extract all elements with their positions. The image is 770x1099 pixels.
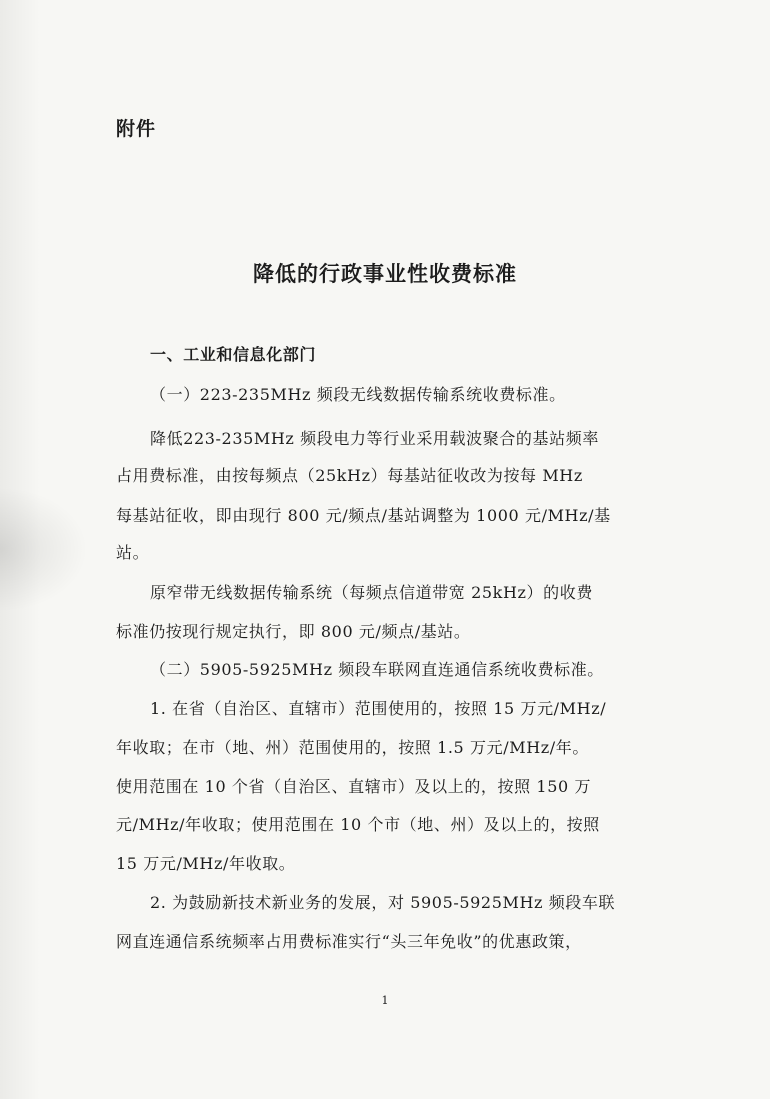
paragraph-line: 降低223-235MHz 频段电力等行业采用载波聚合的基站频率	[150, 429, 599, 448]
document-title: 降低的行政事业性收费标准	[253, 261, 517, 286]
paragraph-line: 年收取；在市（地、州）范围使用的，按照 1.5 万元/MHz/年。	[116, 738, 589, 757]
paragraph-line: 网直连通信系统频率占用费标准实行“头三年免收”的优惠政策，	[116, 932, 582, 951]
paragraph-line: 使用范围在 10 个省（自治区、直辖市）及以上的，按照 150 万	[116, 777, 592, 796]
paragraph-line: 每基站征收，即由现行 800 元/频点/基站调整为 1000 元/MHz/基	[116, 506, 611, 525]
paragraph-line: 元/MHz/年收取；使用范围在 10 个市（地、州）及以上的，按照	[116, 815, 600, 834]
section-heading: 一、工业和信息化部门	[150, 345, 317, 364]
subsection-heading: （一）223-235MHz 频段无线数据传输系统收费标准。	[150, 385, 566, 404]
page-number: 1	[381, 994, 389, 1007]
subsection-heading: （二）5905-5925MHz 频段车联网直连通信系统收费标准。	[150, 660, 604, 679]
paragraph-line: 1. 在省（自治区、直辖市）范围使用的，按照 15 万元/MHz/	[150, 699, 607, 718]
paragraph-line: 原窄带无线数据传输系统（每频点信道带宽 25kHz）的收费	[150, 583, 593, 602]
paragraph-line: 2. 为鼓励新技术新业务的发展，对 5905-5925MHz 频段车联	[150, 893, 616, 912]
paragraph-line: 标准仍按现行规定执行，即 800 元/频点/基站。	[116, 622, 471, 641]
paragraph-line: 15 万元/MHz/年收取。	[116, 854, 296, 873]
paragraph-line: 站。	[116, 543, 150, 562]
attachment-label: 附件	[116, 118, 157, 140]
paragraph-line: 占用费标准，由按每频点（25kHz）每基站征收改为按每 MHz	[116, 466, 583, 485]
